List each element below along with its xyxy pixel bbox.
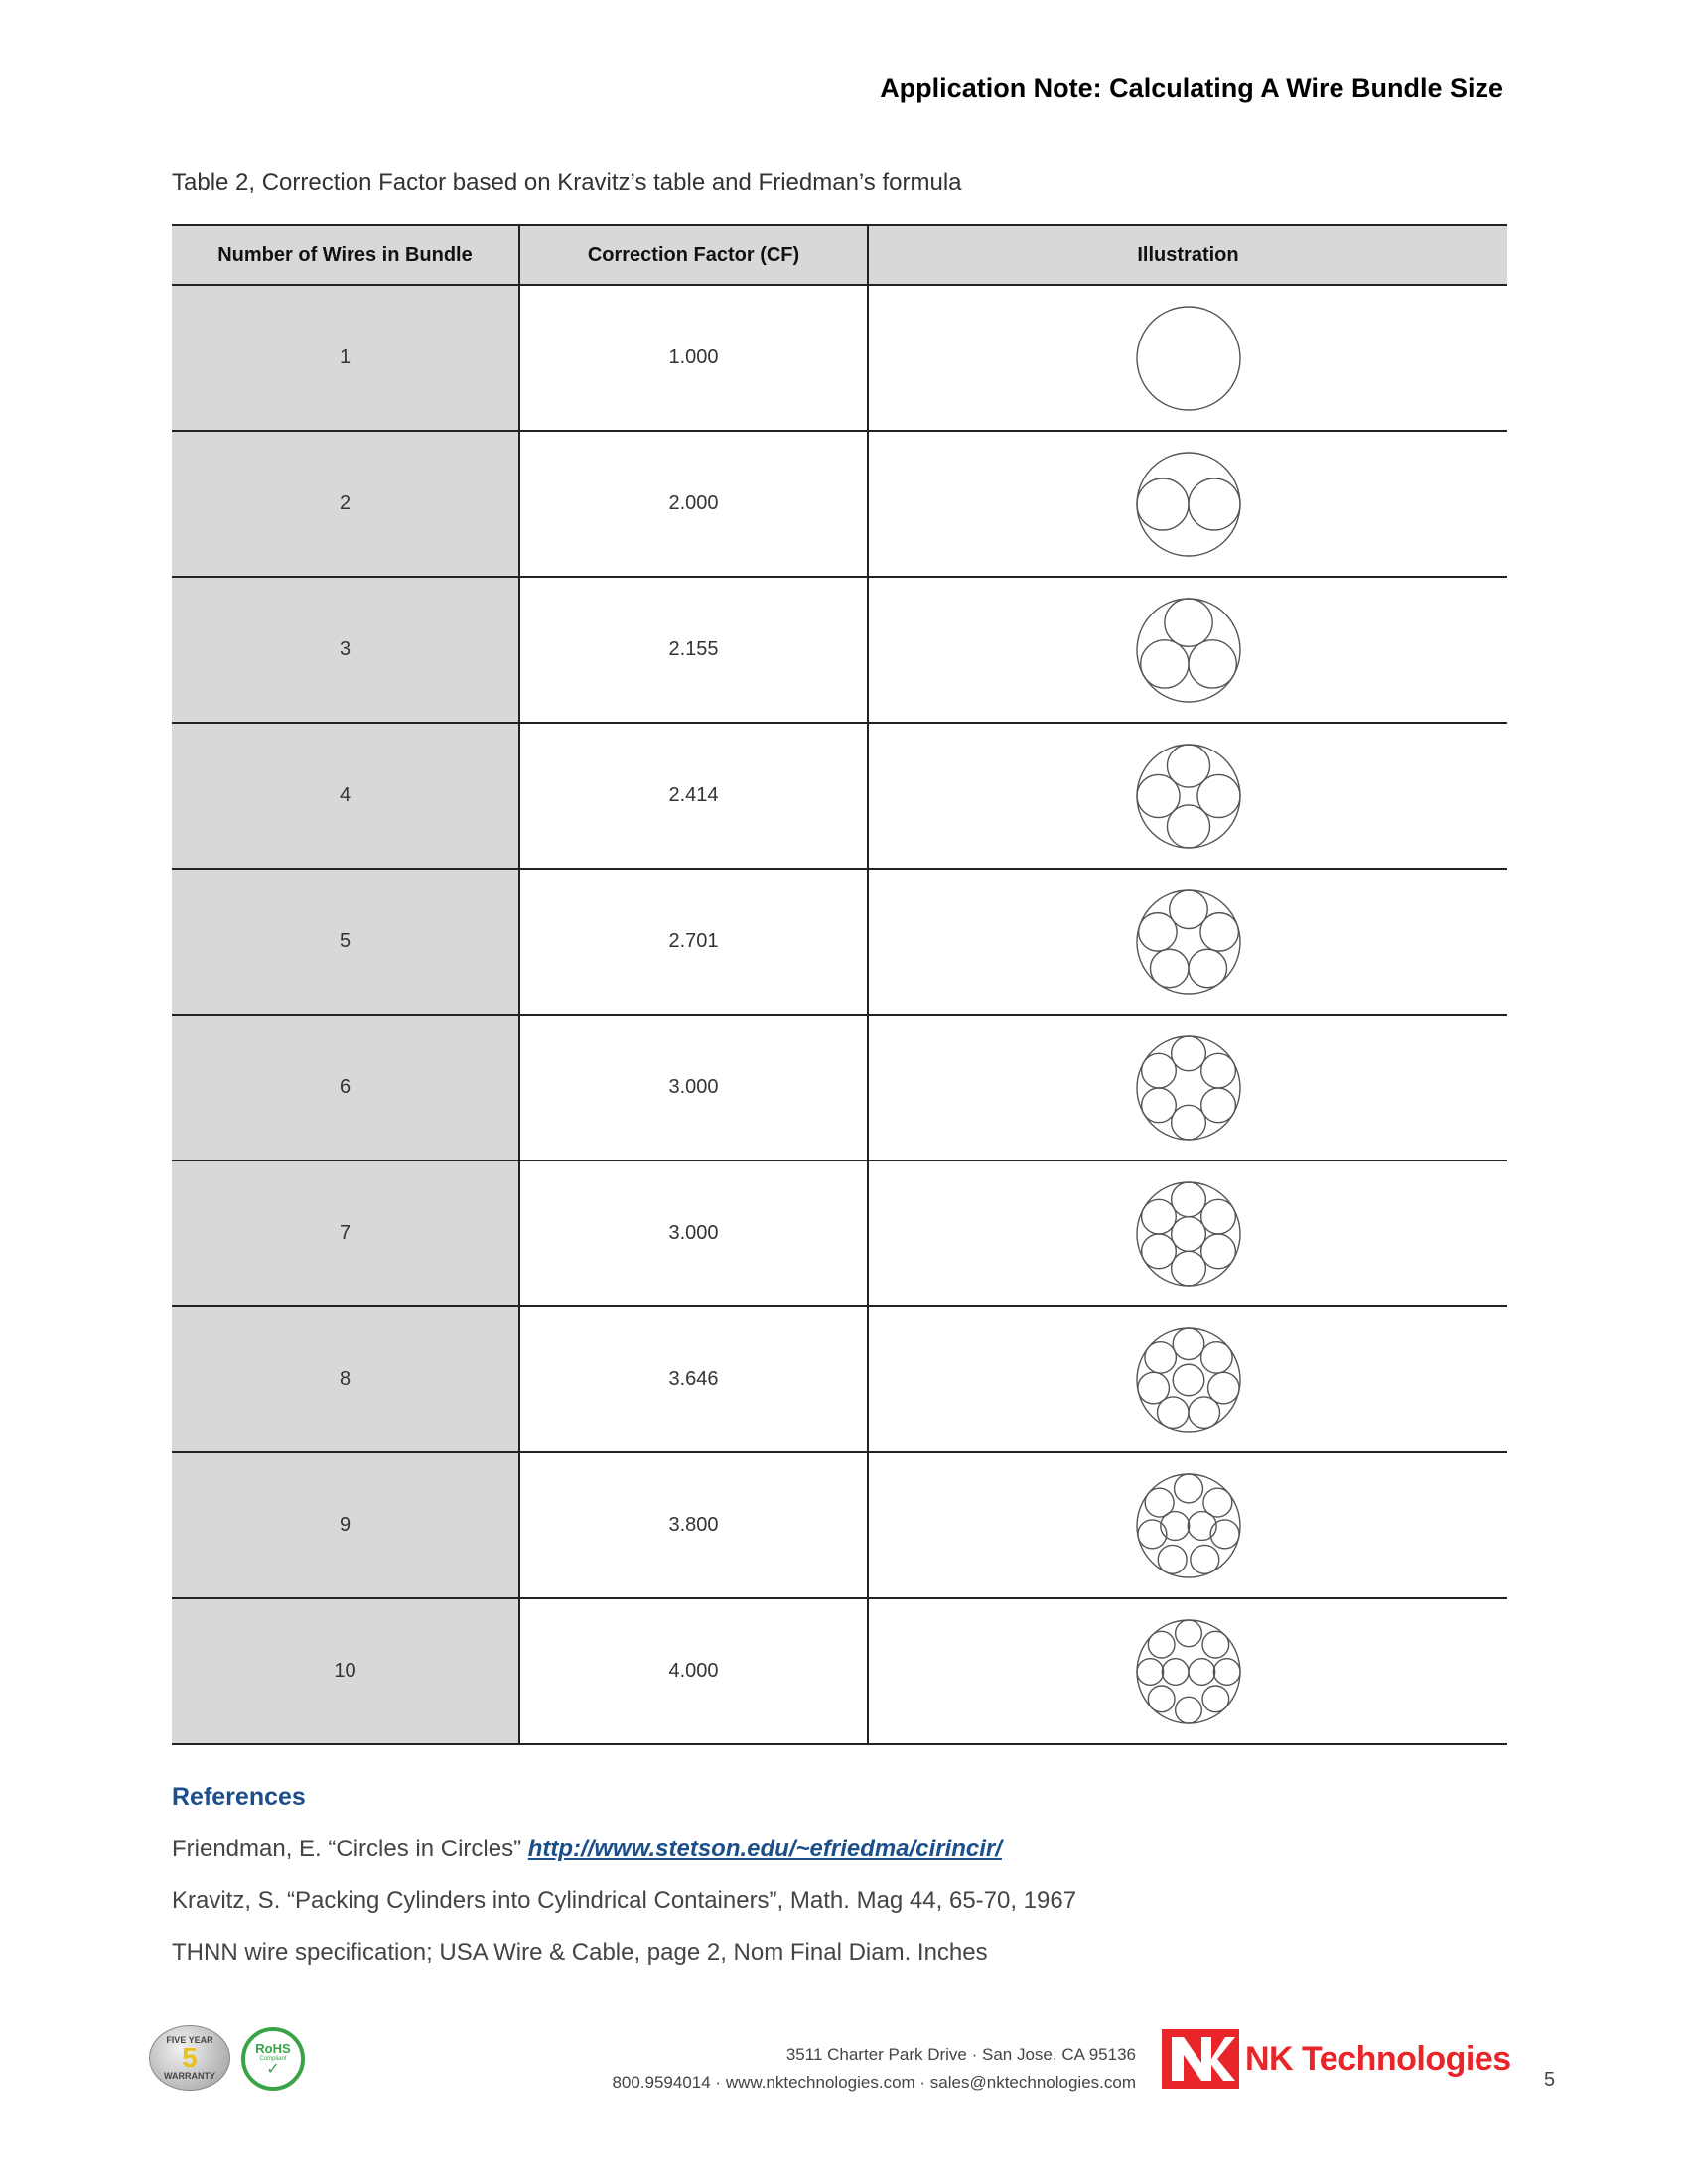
wire-bundle-icon <box>1134 1033 1243 1143</box>
wire-count-cell: 3 <box>172 577 519 723</box>
correction-factor-table <box>172 224 1507 1745</box>
wire-icon <box>1164 599 1211 646</box>
wire-icon <box>1189 478 1240 530</box>
wire-icon <box>1171 1036 1205 1071</box>
page-number: 5 <box>1544 2069 1556 2091</box>
column-header-cf: Correction Factor (CF) <box>519 225 868 285</box>
wire-icon <box>1144 1341 1176 1373</box>
reference-text: Friendman, E. “Circles in Circles” <box>172 1836 528 1862</box>
table-row <box>172 1160 1507 1306</box>
logo-text: NK Technologies <box>1245 2039 1511 2078</box>
wire-icon <box>1210 1519 1239 1548</box>
table-row <box>172 1306 1507 1452</box>
wire-icon <box>1200 1053 1235 1088</box>
wire-icon <box>1145 1488 1174 1517</box>
correction-factor-cell: 3.646 <box>519 1306 868 1452</box>
reference-link[interactable]: http://www.stetson.edu/~efriedma/cirincir/ <box>527 1836 1002 1862</box>
correction-factor-cell: 1.000 <box>519 285 868 431</box>
wire-bundle-icon <box>1134 1325 1243 1434</box>
wire-icon <box>1141 1088 1176 1123</box>
reference-item: Kravitz, S. “Packing Cylinders into Cylindrical Containers”, Math. Mag 44, 65-70, 1967 <box>172 1887 1077 1914</box>
wire-icon <box>1173 1328 1204 1360</box>
table-row <box>172 577 1507 723</box>
wire-count-cell: 10 <box>172 1598 519 1744</box>
illustration-cell <box>868 1452 1507 1598</box>
wire-count-cell: 1 <box>172 285 519 431</box>
wire-icon <box>1148 1631 1175 1658</box>
wire-icon <box>1213 1658 1240 1685</box>
table-row <box>172 723 1507 869</box>
wire-icon <box>1200 1234 1235 1269</box>
wire-bundle-icon <box>1134 596 1243 705</box>
wire-icon <box>1141 1234 1176 1269</box>
reference-item: THNN wire specification; USA Wire & Cable, page 2, Nom Final Diam. Inches <box>172 1939 988 1966</box>
wire-icon <box>1200 1088 1235 1123</box>
nk-technologies-logo <box>1162 2029 1511 2089</box>
references-title: References <box>172 1783 306 1811</box>
correction-factor-cell: 2.000 <box>519 431 868 577</box>
wire-icon <box>1174 1474 1202 1503</box>
correction-factor-cell: 3.000 <box>519 1160 868 1306</box>
table-row <box>172 1015 1507 1160</box>
correction-factor-cell: 2.701 <box>519 869 868 1015</box>
bundle-outline-icon <box>1137 599 1240 702</box>
bundle-outline-icon <box>1137 745 1240 848</box>
illustration-cell <box>868 431 1507 577</box>
wire-count-cell: 4 <box>172 723 519 869</box>
wire-bundle-icon <box>1134 450 1243 559</box>
wire-icon <box>1171 1105 1205 1140</box>
footer-contact-line: 800.9594014 · www.nktechnologies.com · sales@nktechnologies.com <box>612 2073 1136 2092</box>
wire-icon <box>1137 1372 1169 1404</box>
illustration-cell <box>868 1015 1507 1160</box>
wire-bundle-icon <box>1134 1179 1243 1289</box>
wire-bundle-icon <box>1134 1471 1243 1580</box>
wire-icon <box>1137 1658 1164 1685</box>
table-caption: Table 2, Correction Factor based on Kravitz’s table and Friedman’s formula <box>172 169 962 196</box>
wire-icon <box>1171 1216 1205 1251</box>
correction-factor-cell: 4.000 <box>519 1598 868 1744</box>
rohs-subtitle: Compliant <box>259 2055 287 2062</box>
rohs-title: RoHS <box>255 2040 291 2056</box>
wire-icon <box>1171 1251 1205 1286</box>
warranty-top-text: FIVE YEAR <box>166 2035 213 2045</box>
wire-icon <box>1189 1658 1215 1685</box>
wire-icon <box>1148 1686 1175 1712</box>
wire-icon <box>1162 1658 1189 1685</box>
references-section <box>172 1783 1076 1990</box>
document-title: Application Note: Calculating A Wire Bundle Size <box>880 73 1503 103</box>
wire-icon <box>1150 949 1189 987</box>
warranty-bottom-text: WARRANTY <box>164 2071 215 2081</box>
wire-count-cell: 9 <box>172 1452 519 1598</box>
wire-bundle-icon <box>1134 742 1243 851</box>
wire-icon <box>1202 1631 1229 1658</box>
table-header-row <box>172 225 1507 285</box>
bundle-outline-icon <box>1137 1182 1240 1286</box>
table-row <box>172 1598 1507 1744</box>
wire-icon <box>1189 639 1236 687</box>
table-row <box>172 1452 1507 1598</box>
wire-bundle-icon <box>1134 304 1243 413</box>
illustration-cell <box>868 577 1507 723</box>
column-header-illustration: Illustration <box>868 225 1507 285</box>
wire-icon <box>1200 1199 1235 1234</box>
wire-icon <box>1137 1519 1166 1548</box>
wire-icon <box>1202 1686 1229 1712</box>
correction-factor-cell: 2.155 <box>519 577 868 723</box>
table-row <box>172 431 1507 577</box>
wire-icon <box>1200 1341 1232 1373</box>
reference-item <box>172 1836 1076 1863</box>
wire-count-cell: 8 <box>172 1306 519 1452</box>
nk-logo-mark-icon <box>1162 2029 1239 2089</box>
wire-icon <box>1175 1620 1201 1647</box>
rohs-compliant-badge <box>241 2027 305 2091</box>
wire-bundle-icon <box>1134 887 1243 997</box>
illustration-cell <box>868 1306 1507 1452</box>
footer-contact <box>612 2041 1136 2097</box>
correction-factor-cell: 3.800 <box>519 1452 868 1598</box>
wire-icon <box>1175 1697 1201 1723</box>
wire-icon <box>1171 1182 1205 1217</box>
wire-icon <box>1140 639 1188 687</box>
wire-icon <box>1189 949 1227 987</box>
wire-icon <box>1190 1545 1218 1573</box>
bundle-outline-icon <box>1137 307 1240 410</box>
column-header-wires: Number of Wires in Bundle <box>172 225 519 285</box>
checkmark-icon: ✓ <box>266 2060 280 2078</box>
wire-icon <box>1141 1199 1176 1234</box>
wire-icon <box>1141 1053 1176 1088</box>
illustration-cell <box>868 723 1507 869</box>
footer-address: 3511 Charter Park Drive · San Jose, CA 95136 <box>785 2045 1136 2064</box>
five-year-warranty-badge <box>149 2025 230 2091</box>
wire-bundle-icon <box>1134 1617 1243 1726</box>
illustration-cell <box>868 285 1507 431</box>
wire-icon <box>1137 774 1180 817</box>
wire-icon <box>1138 912 1177 950</box>
illustration-cell <box>868 1160 1507 1306</box>
correction-factor-cell: 2.414 <box>519 723 868 869</box>
wire-icon <box>1137 478 1189 530</box>
warranty-number: 5 <box>182 2042 198 2073</box>
table-row <box>172 285 1507 431</box>
wire-count-cell: 2 <box>172 431 519 577</box>
wire-icon <box>1199 912 1238 950</box>
wire-icon <box>1188 1396 1219 1428</box>
correction-factor-cell: 3.000 <box>519 1015 868 1160</box>
table-row <box>172 869 1507 1015</box>
bundle-outline-icon <box>1137 1036 1240 1140</box>
illustration-cell <box>868 869 1507 1015</box>
wire-count-cell: 6 <box>172 1015 519 1160</box>
wire-icon <box>1158 1545 1187 1573</box>
wire-icon <box>1173 1364 1204 1396</box>
wire-icon <box>1202 1488 1231 1517</box>
wire-count-cell: 7 <box>172 1160 519 1306</box>
wire-count-cell: 5 <box>172 869 519 1015</box>
illustration-cell <box>868 1598 1507 1744</box>
